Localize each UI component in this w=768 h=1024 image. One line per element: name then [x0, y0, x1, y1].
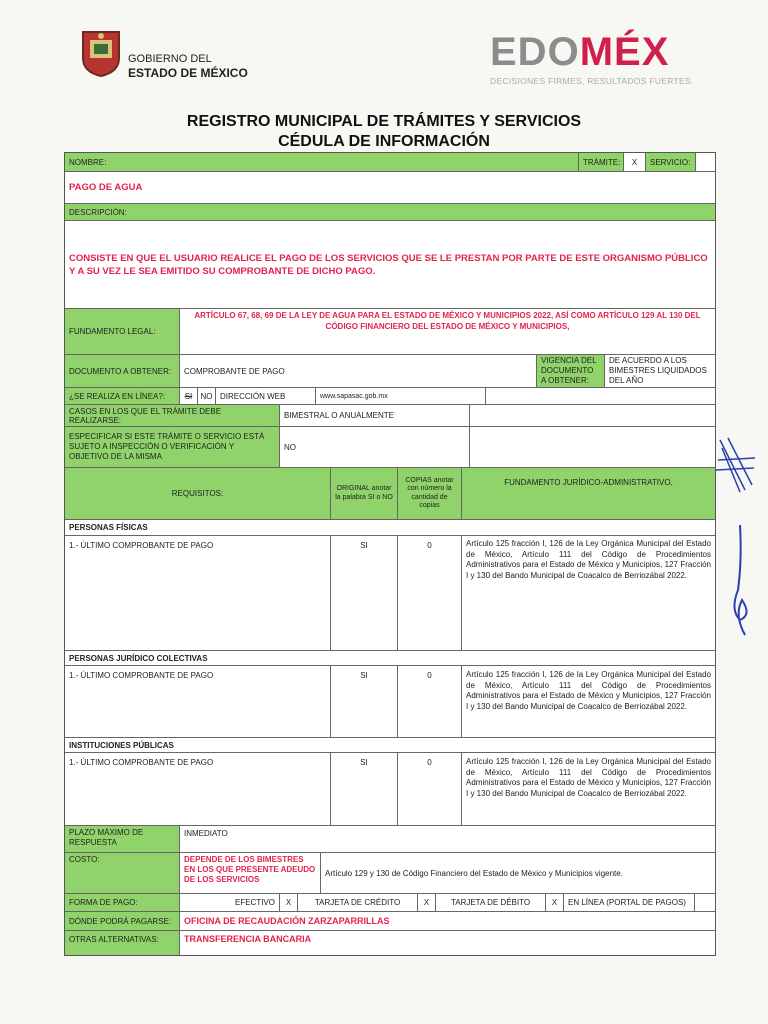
- section-req: 1.- ÚLTIMO COMPROBANTE DE PAGO: [65, 536, 331, 650]
- casos-value: BIMESTRAL O ANUALMENTE: [280, 405, 470, 426]
- section-row: [65, 666, 715, 738]
- documento-label: DOCUMENTO A OBTENER:: [65, 355, 180, 387]
- fundamento-row: [65, 309, 715, 355]
- servicio-mark: [696, 153, 715, 171]
- information-form: [64, 152, 716, 956]
- direccion-value: www.sapasac.gob.mx: [316, 388, 486, 404]
- section-row: [65, 753, 715, 826]
- nombre-row: [65, 153, 715, 172]
- donde-value: OFICINA DE RECAUDACIÓN ZARZAPARRILLAS: [184, 916, 390, 926]
- section-original: SI: [331, 753, 398, 825]
- forma-efectivo-mark: X: [280, 894, 298, 911]
- section-original: SI: [331, 536, 398, 650]
- section-original: SI: [331, 666, 398, 737]
- forma-credito-mark: X: [418, 894, 436, 911]
- inspeccion-value: NO: [280, 427, 470, 467]
- forma-linea: EN LÍNEA (PORTAL DE PAGOS): [564, 894, 695, 911]
- section-copias: 0: [398, 753, 462, 825]
- edomex-logo: [490, 30, 720, 86]
- section-req: 1.- ÚLTIMO COMPROBANTE DE PAGO: [65, 666, 331, 737]
- section-title: INSTITUCIONES PÚBLICAS: [69, 740, 174, 750]
- tramite-mark: X: [624, 153, 646, 171]
- page-title: REGISTRO MUNICIPAL DE TRÁMITES Y SERVICIOS: [186, 113, 582, 130]
- fundamento-label: FUNDAMENTO LEGAL:: [65, 309, 180, 354]
- page-subtitle: CÉDULA DE INFORMACIÓN: [278, 133, 490, 150]
- government-name: [128, 52, 248, 80]
- linea-no: NO: [198, 388, 216, 404]
- descripcion-value: CONSISTE EN QUE EL USUARIO REALICE EL PAGO DE LOS SERVICIOS QUE SE LE PRESTAN POR PARTE DE ESTE ORGANISMO PÚBLICO Y A SU VEZ LE SEA EMITIDO SU COMPROBANTE DE DICHO PAGO.: [69, 252, 708, 277]
- fundamento-ja-label: FUNDAMENTO JURÍDICO-ADMINISTRATIVO,: [504, 478, 673, 487]
- forma-efectivo: EFECTIVO: [180, 894, 280, 911]
- vigencia-label: VIGENCIA DEL DOCUMENTO A OBTENER:: [537, 355, 605, 387]
- section-fundamento: Artículo 125 fracción I, 126 de la Ley Orgánica Municipal del Estado de México, Artículo 111 del Código de Procedimientos Administrativos para el Estado de México y Municipios, 127 Fracción I y 130 del Bando Municipal de Coacalco de Berriozábal 2022.: [466, 670, 711, 711]
- section-title: PERSONAS FÍSICAS: [69, 523, 148, 532]
- descripcion-value-row: [65, 221, 715, 309]
- costo-label: COSTO:: [65, 853, 180, 893]
- gov-line1: GOBIERNO DEL: [128, 53, 212, 65]
- otras-row: [65, 931, 715, 955]
- descripcion-row: [65, 204, 715, 221]
- plazo-label: PLAZO MÁXIMO DE RESPUESTA: [65, 826, 180, 852]
- fundamento-value: ARTÍCULO 67, 68, 69 DE LA LEY DE AGUA PARA EL ESTADO DE MÉXICO Y MUNICIPIOS 2022, ASÍ COMO ARTÍCULO 129 AL 130 DEL CÓDIGO FINANCIERO DEL ESTADO DE MÉXICO Y MUNICIPIOS,: [194, 311, 701, 331]
- section-fundamento: Artículo 125 fracción I, 126 de la Ley Orgánica Municipal del Estado de México, Artículo 111 del Código de Procedimientos Administrativos para el Estado de México y Municipios, 127 Fracción I y 130 del Bando Municipal de Coacalco de Berriozábal 2022.: [466, 539, 711, 580]
- section-title-row: [65, 738, 715, 753]
- section-copias: 0: [398, 536, 462, 650]
- req-label: REQUISITOS:: [65, 468, 331, 519]
- inspeccion-label: ESPECIFICAR SI ESTE TRÁMITE O SERVICIO ESTÁ SUJETO A INSPECCIÓN O VERIFICACIÓN Y OBJETIVO DE LA MISMA: [65, 427, 280, 467]
- casos-label: CASOS EN LOS QUE EL TRÁMITE DEBE REALIZARSE:: [65, 405, 280, 426]
- otras-value: TRANSFERENCIA BANCARIA: [184, 934, 312, 944]
- section-title-row: [65, 520, 715, 536]
- forma-row: [65, 894, 715, 912]
- costo-row: [65, 853, 715, 894]
- linea-row: [65, 388, 715, 405]
- original-label: ORIGINAL anotar la palabra SI o NO: [331, 468, 398, 519]
- nombre-label: NOMBRE:: [65, 153, 579, 171]
- documento-value: COMPROBANTE DE PAGO: [180, 355, 537, 387]
- brand-accent: MÉX: [579, 30, 670, 74]
- otras-label: OTRAS ALTERNATIVAS:: [65, 931, 180, 955]
- signature-scribble: [710, 430, 760, 500]
- state-seal-icon: [80, 28, 122, 78]
- requisitos-header: [65, 468, 715, 520]
- linea-si: SI: [180, 388, 198, 404]
- costo-fundamento: Artículo 129 y 130 de Código Financiero del Estado de México y Municipios vigente.: [325, 868, 623, 878]
- forma-label: FORMA DE PAGO:: [65, 894, 180, 911]
- tramite-label: TRÁMITE:: [579, 153, 624, 171]
- section-row: [65, 536, 715, 651]
- section-copias: 0: [398, 666, 462, 737]
- section-title-row: [65, 651, 715, 666]
- direccion-label: DIRECCIÓN WEB: [216, 388, 316, 404]
- nombre-value-row: [65, 172, 715, 204]
- servicio-label: SERVICIO:: [646, 153, 696, 171]
- signature: [720, 520, 760, 640]
- casos-row: [65, 405, 715, 427]
- donde-row: [65, 912, 715, 931]
- costo-value: DEPENDE DE LOS BIMESTRES EN LOS QUE PRESENTE ADEUDO DE LOS SERVICIOS: [180, 853, 321, 893]
- forma-credito: TARJETA DE CRÉDITO: [298, 894, 418, 911]
- gov-line2: ESTADO DE MÉXICO: [128, 66, 248, 80]
- section-fundamento: Artículo 125 fracción I, 126 de la Ley Orgánica Municipal del Estado de México, Artículo 111 del Código de Procedimientos Administrativos para el Estado de México y Municipios, 127 Fracción I y 130 del Bando Municipal de Coacalco de Berriozábal 2022.: [466, 757, 711, 798]
- documento-row: [65, 355, 715, 388]
- nombre-value: PAGO DE AGUA: [69, 182, 143, 193]
- vigencia-value: DE ACUERDO A LOS BIMESTRES LIQUIDADOS DEL AÑO: [609, 356, 707, 385]
- section-req: 1.- ÚLTIMO COMPROBANTE DE PAGO: [65, 753, 331, 825]
- descripcion-label: DESCRIPCIÓN:: [69, 207, 127, 217]
- donde-label: DÓNDE PODRÁ PAGARSE:: [65, 912, 180, 930]
- plazo-row: [65, 826, 715, 853]
- copias-label: COPIAS anotar con número la cantidad de copias: [398, 468, 462, 519]
- section-title: PERSONAS JURÍDICO COLECTIVAS: [69, 653, 208, 663]
- inspeccion-row: [65, 427, 715, 468]
- plazo-value: INMEDIATO: [184, 829, 228, 838]
- linea-label: ¿SE REALIZA EN LÍNEA?:: [65, 388, 180, 404]
- slogan: DECISIONES FIRMES, RESULTADOS FUERTES.: [490, 76, 694, 86]
- forma-debito: TARJETA DE DÉBITO: [436, 894, 546, 911]
- forma-debito-mark: X: [546, 894, 564, 911]
- brand-prefix: EDO: [490, 30, 580, 74]
